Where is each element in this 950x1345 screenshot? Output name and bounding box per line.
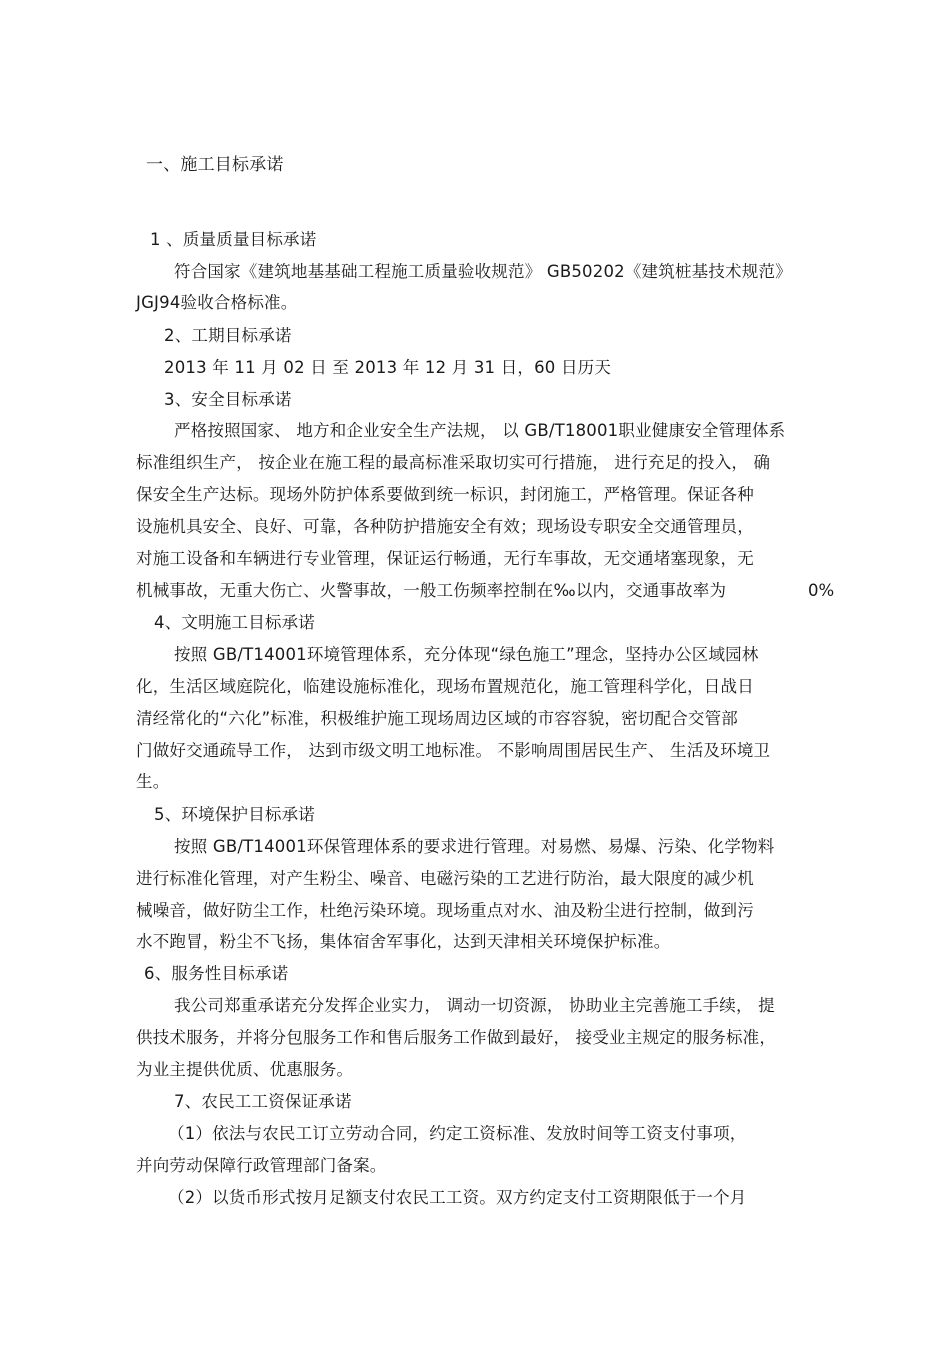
paragraph-line: 对施工设备和车辆进行专业管理，保证运行畅通，无行车事故，无交通堵塞现象，无 [136,549,754,568]
paragraph-line: 进行标准化管理，对产生粉尘、噪音、电磁污染的工艺进行防治，最大限度的减少机 [136,869,754,888]
paragraph-line: 水不跑冒，粉尘不飞扬，集体宿舍军事化，达到天津相关环境保护标准。 [136,932,671,951]
paragraph-line: 标准组织生产， 按企业在施工程的最高标准采取切实可行措施， 进行充足的投入， 确 [136,453,771,472]
subsection-title-safety: 3、安全目标承诺 [164,390,292,409]
section-heading: 一、施工目标承诺 [146,155,284,175]
paragraph-line: 按照 GB/T14001环境管理体系，充分体现“绿色施工”理念，坚持办公区域园林 [174,645,759,664]
paragraph-line: 符合国家《建筑地基基础工程施工质量验收规范》 GB50202《建筑桩基技术规范》 [174,262,792,281]
paragraph-line: （1）依法与农民工订立劳动合同，约定工资标准、发放时间等工资支付事项， [168,1124,747,1143]
paragraph-line: 供技术服务，并将分包服务工作和售后服务工作做到最好， 接受业主规定的服务标准， [136,1028,777,1047]
paragraph-line: （2）以货币形式按月足额支付农民工工资。双方约定支付工资期限低于一个月 [168,1188,747,1207]
paragraph-line: JGJ94验收合格标准。 [136,293,298,312]
subsection-title-wages: 7、农民工工资保证承诺 [174,1092,352,1111]
paragraph-line: 械噪音，做好防尘工作，杜绝污染环境。现场重点对水、油及粉尘进行控制，做到污 [136,901,754,920]
paragraph-line: 化，生活区域庭院化，临建设施标准化，现场布置规范化，施工管理科学化，日战日 [136,677,754,696]
paragraph-line: 我公司郑重承诺充分发挥企业实力， 调动一切资源， 协助业主完善施工手续， 提 [174,996,775,1015]
subsection-title-service: 6、服务性目标承诺 [144,964,289,983]
paragraph-line: 按照 GB/T14001环保管理体系的要求进行管理。对易燃、易爆、污染、化学物料 [174,837,775,856]
paragraph-line: 设施机具安全、良好、可靠，各种防护措施安全有效；现场设专职安全交通管理员， [136,517,754,536]
paragraph-line: 清经常化的“六化”标准，积极维护施工现场周边区域的市容容貌，密切配合交管部 [136,709,738,728]
paragraph-line: 机械事故，无重大伤亡、火警事故，一般工伤频率控制在‰以内，交通事故率为 [136,581,727,600]
paragraph-line: 为业主提供优质、优惠服务。 [136,1060,354,1079]
subsection-title-quality: 1 、质量质量目标承诺 [150,230,317,249]
paragraph-line: 严格按照国家、 地方和企业安全生产法规， 以 GB/T18001职业健康安全管理体系 [174,421,786,440]
subsection-title-schedule: 2、工期目标承诺 [164,326,292,345]
paragraph-line: 并向劳动保障行政管理部门备案。 [136,1156,387,1175]
paragraph-line: 生。 [136,772,170,791]
accident-rate-value: 0% [808,581,835,600]
paragraph-line: 2013 年 11 月 02 日 至 2013 年 12 月 31 日，60 日历天 [164,358,612,377]
paragraph-line: 门做好交通疏导工作， 达到市级文明工地标准。 不影响周围居民生产、 生活及环境卫 [136,741,771,760]
subsection-title-environment: 5、环境保护目标承诺 [154,805,315,824]
subsection-title-civilized: 4、文明施工目标承诺 [154,613,315,632]
paragraph-line: 保安全生产达标。现场外防护体系要做到统一标识，封闭施工，严格管理。保证各种 [136,485,754,504]
